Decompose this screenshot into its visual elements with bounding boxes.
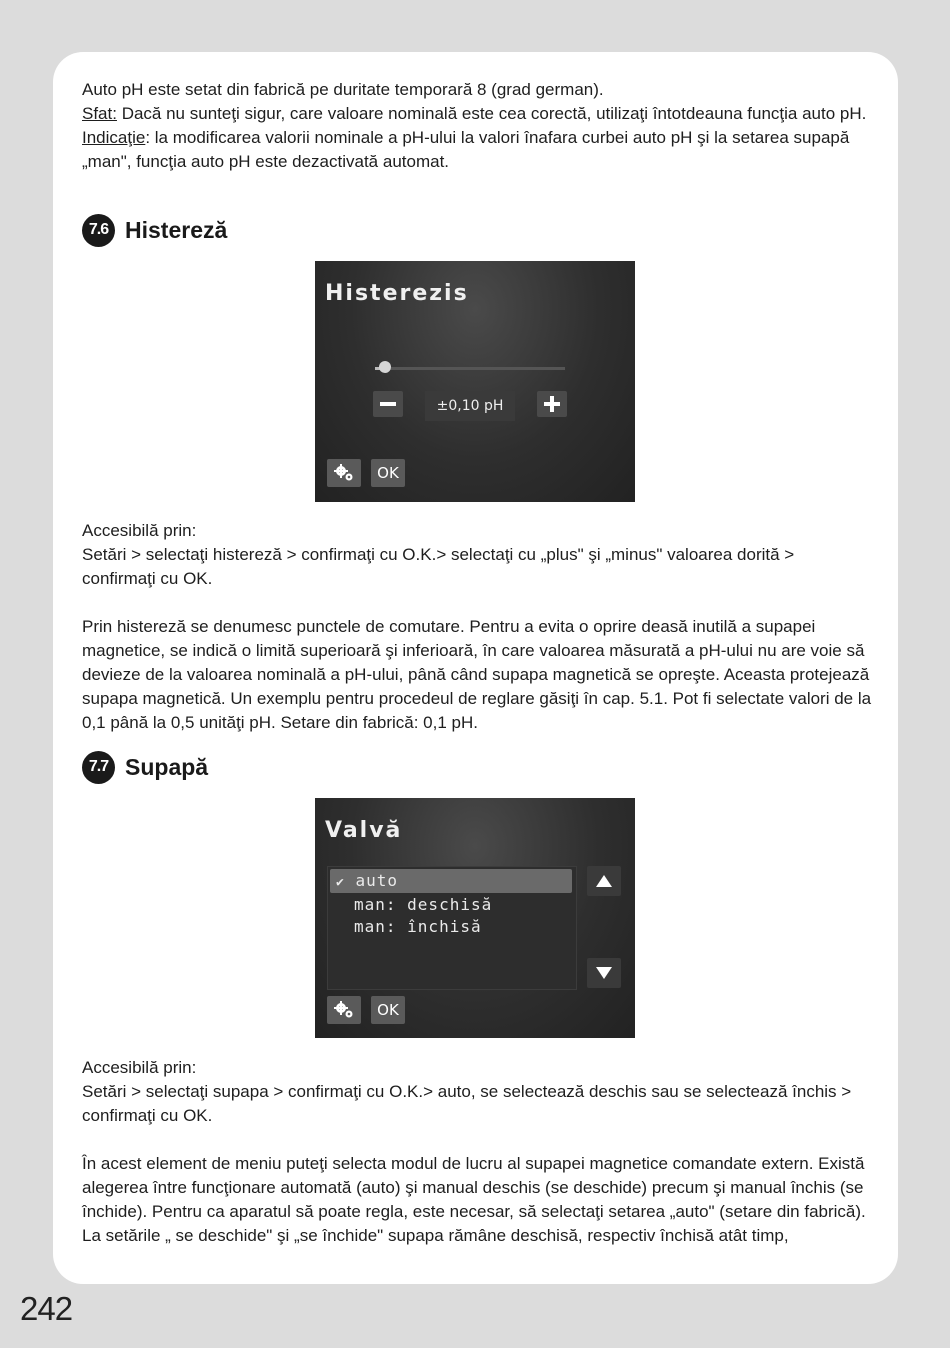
minus-icon (380, 402, 396, 406)
scroll-up-button[interactable] (587, 866, 621, 896)
plus-icon (543, 395, 561, 413)
settings-button[interactable] (327, 459, 361, 487)
page-number: 242 (20, 1290, 73, 1327)
increase-button[interactable] (537, 391, 567, 417)
slider-track (375, 367, 565, 370)
gears-icon (333, 1000, 355, 1020)
section-heading-hysteresis (82, 213, 227, 247)
hysteresis-slider[interactable] (375, 365, 565, 371)
hysteresis-access (82, 519, 872, 591)
section-heading-valve (82, 750, 208, 784)
decrease-button[interactable] (373, 391, 403, 417)
access-label: Accesibilă prin: (82, 521, 197, 540)
option-auto[interactable] (336, 871, 398, 890)
screen-title: Histerezis (325, 281, 469, 306)
hysteresis-description: Prin histereză se denumesc punctele de comutare. Pentru a evita o oprire deasă inutilă a supapei magnetice, se indică o limită superioară şi inferioară, în care valoarea măsurată a pH-ului nu are voie să devieze de la valoarea nominală a pH-ului, până când supapa magnetică se opreşte. Aceasta protejează supapa magnetică. Un exemplu pentru procedeul de reglare găsiţi în cap. 5.1. Pot fi selectate valori de la 0,1 până la 0,5 unităţi pH. Setare din fabrică: 0,1 pH. (82, 617, 872, 732)
gears-icon (333, 463, 355, 483)
valve-options-list (327, 866, 577, 990)
arrow-down-icon (595, 966, 613, 980)
scroll-down-button[interactable] (587, 958, 621, 988)
valve-access (82, 1056, 872, 1128)
option-label: auto (355, 871, 398, 890)
screen-title: Valvă (325, 818, 403, 843)
slider-knob[interactable] (379, 361, 391, 373)
hysteresis-value: ±0,10 pH (425, 391, 515, 421)
section-number-badge: 7.7 (82, 751, 115, 784)
intro-paragraph (82, 78, 872, 174)
section-title: Supapă (125, 753, 209, 780)
section-title: Histereză (125, 216, 228, 243)
hysteresis-screen (315, 261, 635, 502)
tip-text: Dacă nu sunteţi sigur, care valoare nominală este cea corectă, utilizaţi întotdeauna funcţia auto pH. (116, 104, 867, 123)
option-man-closed[interactable]: man: închisă (354, 917, 482, 936)
ok-button[interactable]: OK (371, 459, 405, 487)
check-icon: ✔ (336, 875, 345, 890)
note-label: Indicaţie (82, 128, 146, 147)
option-man-open[interactable]: man: deschisă (354, 895, 493, 914)
section-number-badge: 7.6 (82, 214, 115, 247)
valve-description-last-line: La setările „ se deschide" şi „se închide" supapa rămâne deschisă, respectiv închisă atât timp, (82, 1226, 789, 1245)
intro-line: Auto pH este setat din fabrică pe duritate temporară 8 (grad german). (82, 80, 604, 99)
valve-description-text: În acest element de meniu puteţi selecta modul de lucru al supapei magnetice comandate extern. Există alegerea între funcţionare automată (auto) şi manual deschis (se deschide) precum şi manual închis (se închide). Pentru ca aparatul să poate regla, este necesar, să selectaţi setarea „auto" (setare din fabrică). (82, 1154, 866, 1221)
arrow-up-icon (595, 874, 613, 888)
ok-button[interactable]: OK (371, 996, 405, 1024)
valve-screen (315, 798, 635, 1038)
access-path: Setări > selectaţi histereză > confirmaţi cu O.K.> selectaţi cu „plus" şi „minus" valoarea dorită > confirmaţi cu OK. (82, 545, 795, 588)
settings-button[interactable] (327, 996, 361, 1024)
note-text: : la modificarea valorii nominale a pH-ului la valori înafara curbei auto pH şi la setarea supapă „man", funcţia auto pH este dezactivată automat. (82, 128, 850, 171)
valve-description (82, 1152, 872, 1248)
access-label: Accesibilă prin: (82, 1058, 197, 1077)
tip-label: Sfat: (82, 104, 117, 123)
access-path: Setări > selectaţi supapa > confirmaţi cu O.K.> auto, se selectează deschis sau se selectează închis > confirmaţi cu OK. (82, 1082, 852, 1125)
